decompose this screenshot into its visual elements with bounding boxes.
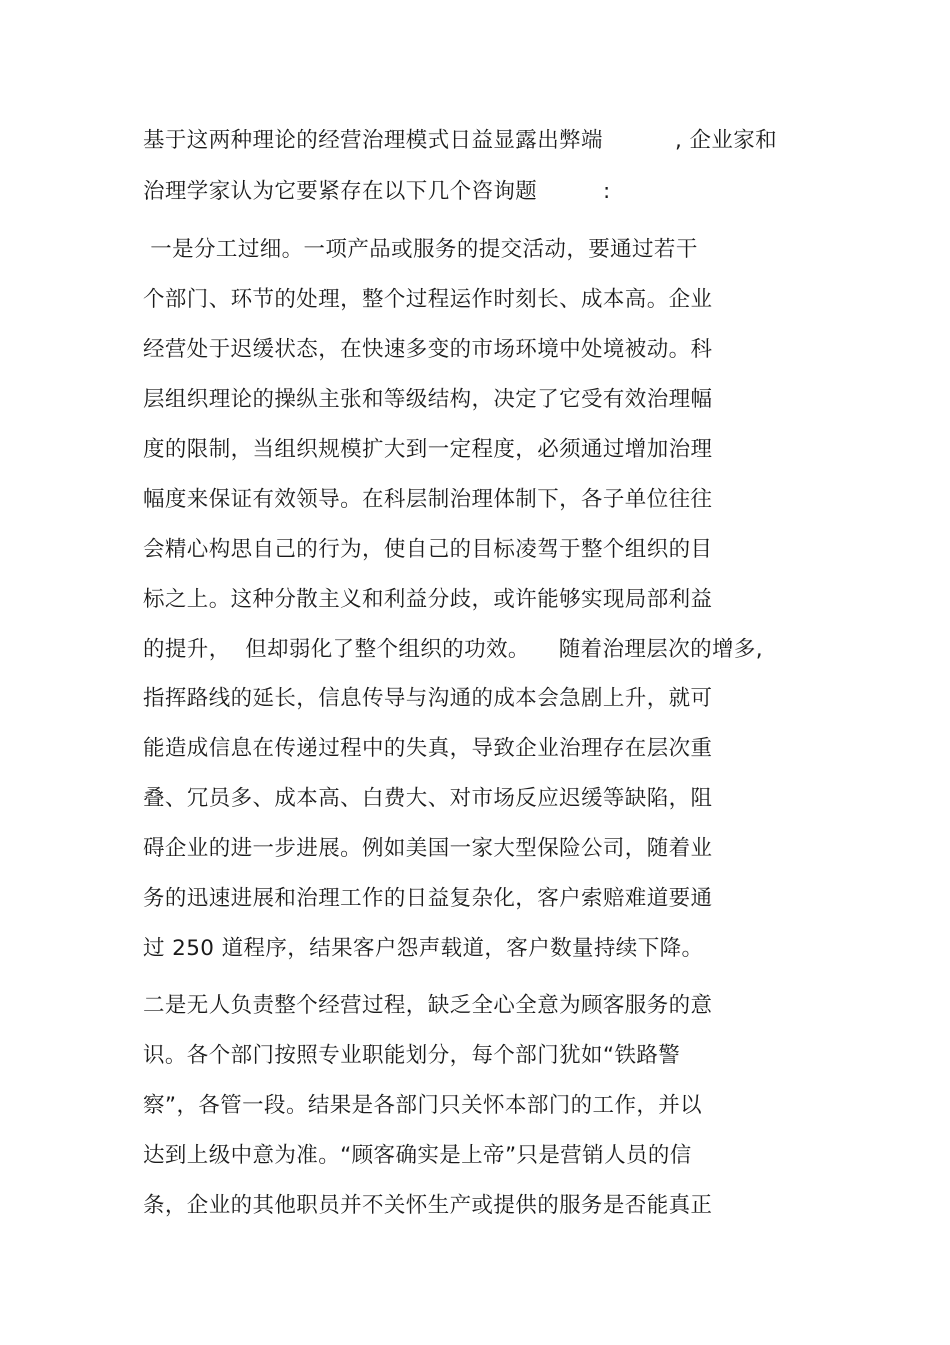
point1-line: 经营处于迟缓状态，在快速多变的市场环境中处境被动。科: [143, 337, 713, 362]
point2-line: 达到上级中意为准。“顾客确实是上帝”只是营销人员的信: [143, 1143, 692, 1168]
point1-line: 碍企业的进一步进展。例如美国一家大型保险公司，随着业: [143, 836, 713, 861]
point2-line: 条，企业的其他职员并不关怀生产或提供的服务是否能真正: [143, 1193, 713, 1218]
point1-line: 标之上。这种分散主义和利益分歧，或许能够实现局部利益: [143, 587, 713, 612]
point1-line: 的提升， 但却弱化了整个组织的功效。 随着治理层次的增多,: [143, 637, 764, 662]
point2-line: 二是无人负责整个经营过程，缺乏全心全意为顾客服务的意: [143, 993, 713, 1018]
point1-line: 过 250 道程序，结果客户怨声载道，客户数量持续下降。: [143, 936, 704, 961]
point1-line: 个部门、环节的处理，整个过程运作时刻长、成本高。企业: [143, 287, 713, 312]
point1-line: 务的迅速进展和治理工作的日益复杂化，客户索赔难道要通: [143, 886, 713, 911]
point1-line: 能造成信息在传递过程中的失真，导致企业治理存在层次重: [143, 736, 713, 761]
point2-line: 察”，各管一段。结果是各部门只关怀本部门的工作，并以: [143, 1093, 703, 1118]
intro-line-1-text: 基于这两种理论的经营治理模式日益显露出弊端: [143, 128, 603, 153]
point1-line: 层组织理论的操纵主张和等级结构，决定了它受有效治理幅: [143, 387, 713, 412]
point1-line: 会精心构思自己的行为，使自己的目标凌驾于整个组织的目: [143, 537, 713, 562]
point1-line: 叠、冗员多、成本高、白费大、对市场反应迟缓等缺陷，阻: [143, 786, 713, 811]
intro-line-1-tail: , 企业家和: [675, 128, 778, 153]
point1-line: 指挥路线的延长，信息传导与沟通的成本会急剧上升，就可: [143, 686, 713, 711]
point1-line: 一是分工过细。一项产品或服务的提交活动，要通过若干: [143, 237, 698, 262]
intro-line-2-tail: :: [603, 179, 611, 204]
intro-line-2-text: 治理学家认为它要紧存在以下几个咨询题: [143, 179, 538, 204]
point1-line: 度的限制，当组织规模扩大到一定程度，必须通过增加治理: [143, 437, 713, 462]
point2-line: 识。各个部门按照专业职能划分，每个部门犹如“铁路警: [143, 1043, 681, 1068]
point1-line: 幅度来保证有效领导。在科层制治理体制下，各子单位往往: [143, 487, 713, 512]
